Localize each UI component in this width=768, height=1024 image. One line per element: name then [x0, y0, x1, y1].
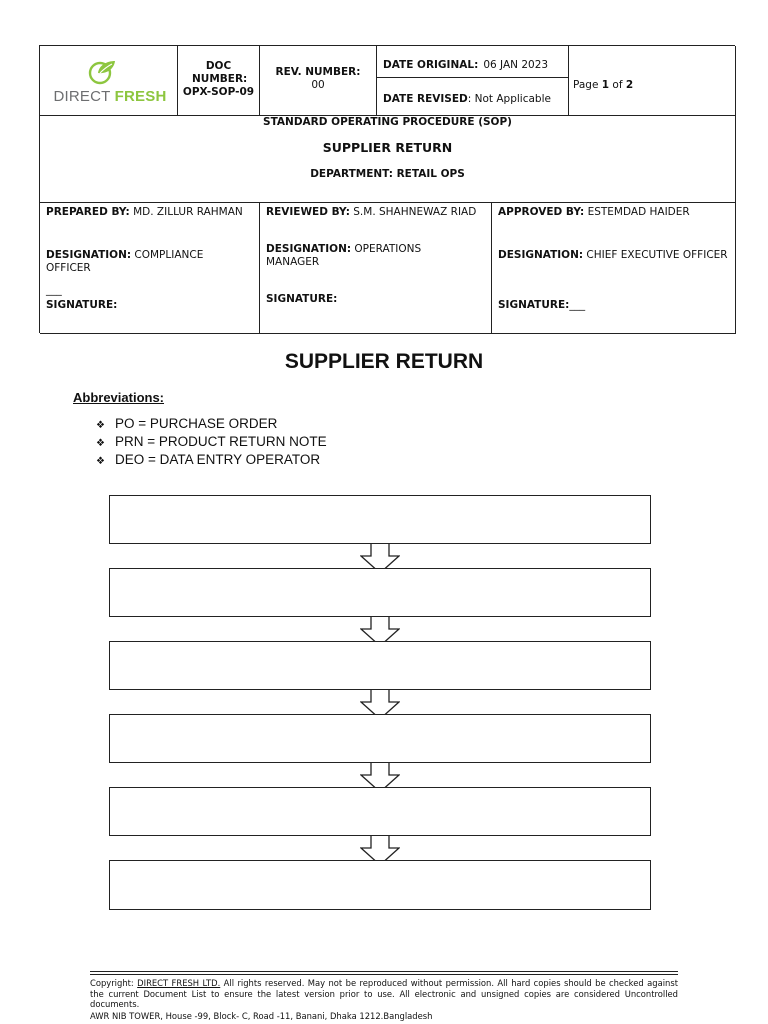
- prepared-designation-value: COMPLIANCE OFFICER: [46, 249, 204, 274]
- prepared-by-label: PREPARED BY:: [46, 206, 130, 218]
- approved-signature-label: SIGNATURE:: [498, 299, 570, 311]
- flowchart-step-6: [109, 860, 651, 910]
- approved-by-value: ESTEMDAD HAIDER: [584, 206, 690, 218]
- rev-number-label: REV. NUMBER:: [275, 66, 361, 78]
- footer-rule: [90, 971, 678, 975]
- page-current: 1: [601, 79, 610, 91]
- department-label: DEPARTMENT:: [310, 168, 397, 180]
- sop-department: [40, 168, 735, 181]
- sop-info-cell: [40, 116, 736, 203]
- flowchart-step-1: [109, 495, 651, 544]
- logo-text-direct: DIRECT: [53, 88, 111, 105]
- date-revised-value: : Not Applicable: [467, 93, 551, 105]
- rev-number-value: 00: [311, 79, 325, 91]
- doc-number-label: DOC NUMBER:: [192, 60, 248, 85]
- department-value: RETAIL OPS: [396, 168, 465, 180]
- abbreviations-heading: Abbreviations:: [73, 390, 165, 405]
- footer-notice: [90, 978, 678, 1010]
- copyright-notice: All rights reserved. May not be reproduced without permission. All hard copies should be checked against the current Document List to ensure the latest version prior to use. All electronic and unsigned copies are considered Uncontrolled documents.: [90, 978, 678, 1009]
- reviewed-by-value: S.M. SHAHNEWAZ RIAD: [349, 206, 477, 218]
- sop-title: SUPPLIER RETURN: [322, 140, 453, 155]
- list-item: ❖ PO = PURCHASE ORDER: [96, 416, 278, 431]
- doc-number-cell: [178, 46, 260, 116]
- logo-text-fresh: FRESH: [114, 88, 167, 105]
- list-item: ❖ DEO = DATA ENTRY OPERATOR: [96, 452, 321, 467]
- prepared-by-value: MD. ZILLUR RAHMAN: [129, 206, 243, 218]
- reviewed-by-label: REVIEWED BY:: [266, 206, 350, 218]
- date-original-value: 06 JAN 2023: [483, 59, 549, 71]
- date-original-label: DATE ORIGINAL:: [383, 59, 479, 71]
- prepared-by-cell: [40, 203, 260, 334]
- list-item: ❖ PRN = PRODUCT RETURN NOTE: [96, 434, 327, 449]
- prepared-signature-label: SIGNATURE:: [46, 299, 118, 311]
- date-original-cell: [377, 46, 569, 78]
- flowchart-step-4: [109, 714, 651, 763]
- date-revised-label: DATE REVISED: [383, 93, 468, 105]
- prepared-signature-line: ___: [46, 284, 62, 296]
- approved-designation-value: CHIEF EXECUTIVE OFFICER: [583, 249, 728, 261]
- rev-number-cell: [260, 46, 377, 116]
- reviewed-by-cell: [260, 203, 492, 334]
- sop-type: STANDARD OPERATING PROCEDURE (SOP): [263, 116, 512, 128]
- bullet-diamond-icon: ❖: [96, 420, 105, 431]
- page-prefix: Page: [573, 79, 602, 91]
- approved-designation-label: DESIGNATION:: [498, 249, 584, 261]
- prepared-designation-label: DESIGNATION:: [46, 249, 132, 261]
- flowchart-step-2: [109, 568, 651, 617]
- abbreviations-list: [96, 416, 327, 470]
- footer-address: AWR NIB TOWER, House -99, Block- C, Road -11, Banani, Dhaka 1212.Bangladesh: [90, 1011, 433, 1021]
- approved-by-cell: [492, 203, 736, 334]
- copyright-prefix: Copyright:: [90, 978, 138, 988]
- company-name: DIRECT FRESH LTD.: [137, 978, 221, 988]
- reviewed-designation-label: DESIGNATION:: [266, 243, 352, 255]
- page-of: of: [609, 79, 626, 91]
- doc-number-value: OPX-SOP-09: [182, 86, 255, 98]
- page-number-cell: [569, 46, 736, 116]
- reviewed-signature-label: SIGNATURE:: [266, 293, 338, 305]
- main-title: SUPPLIER RETURN: [284, 350, 484, 373]
- bullet-diamond-icon: ❖: [96, 456, 105, 467]
- header-table: [39, 45, 735, 333]
- approved-signature-line: ___: [569, 299, 586, 311]
- logo-cell: [40, 46, 178, 116]
- date-revised-cell: [377, 78, 569, 116]
- leaf-logo-icon: [87, 56, 119, 86]
- approved-by-label: APPROVED BY:: [498, 206, 585, 218]
- page-total: 2: [625, 79, 634, 91]
- flowchart-step-3: [109, 641, 651, 690]
- bullet-diamond-icon: ❖: [96, 438, 105, 449]
- flowchart-step-5: [109, 787, 651, 836]
- reviewed-designation-value: OPERATIONS MANAGER: [266, 243, 422, 268]
